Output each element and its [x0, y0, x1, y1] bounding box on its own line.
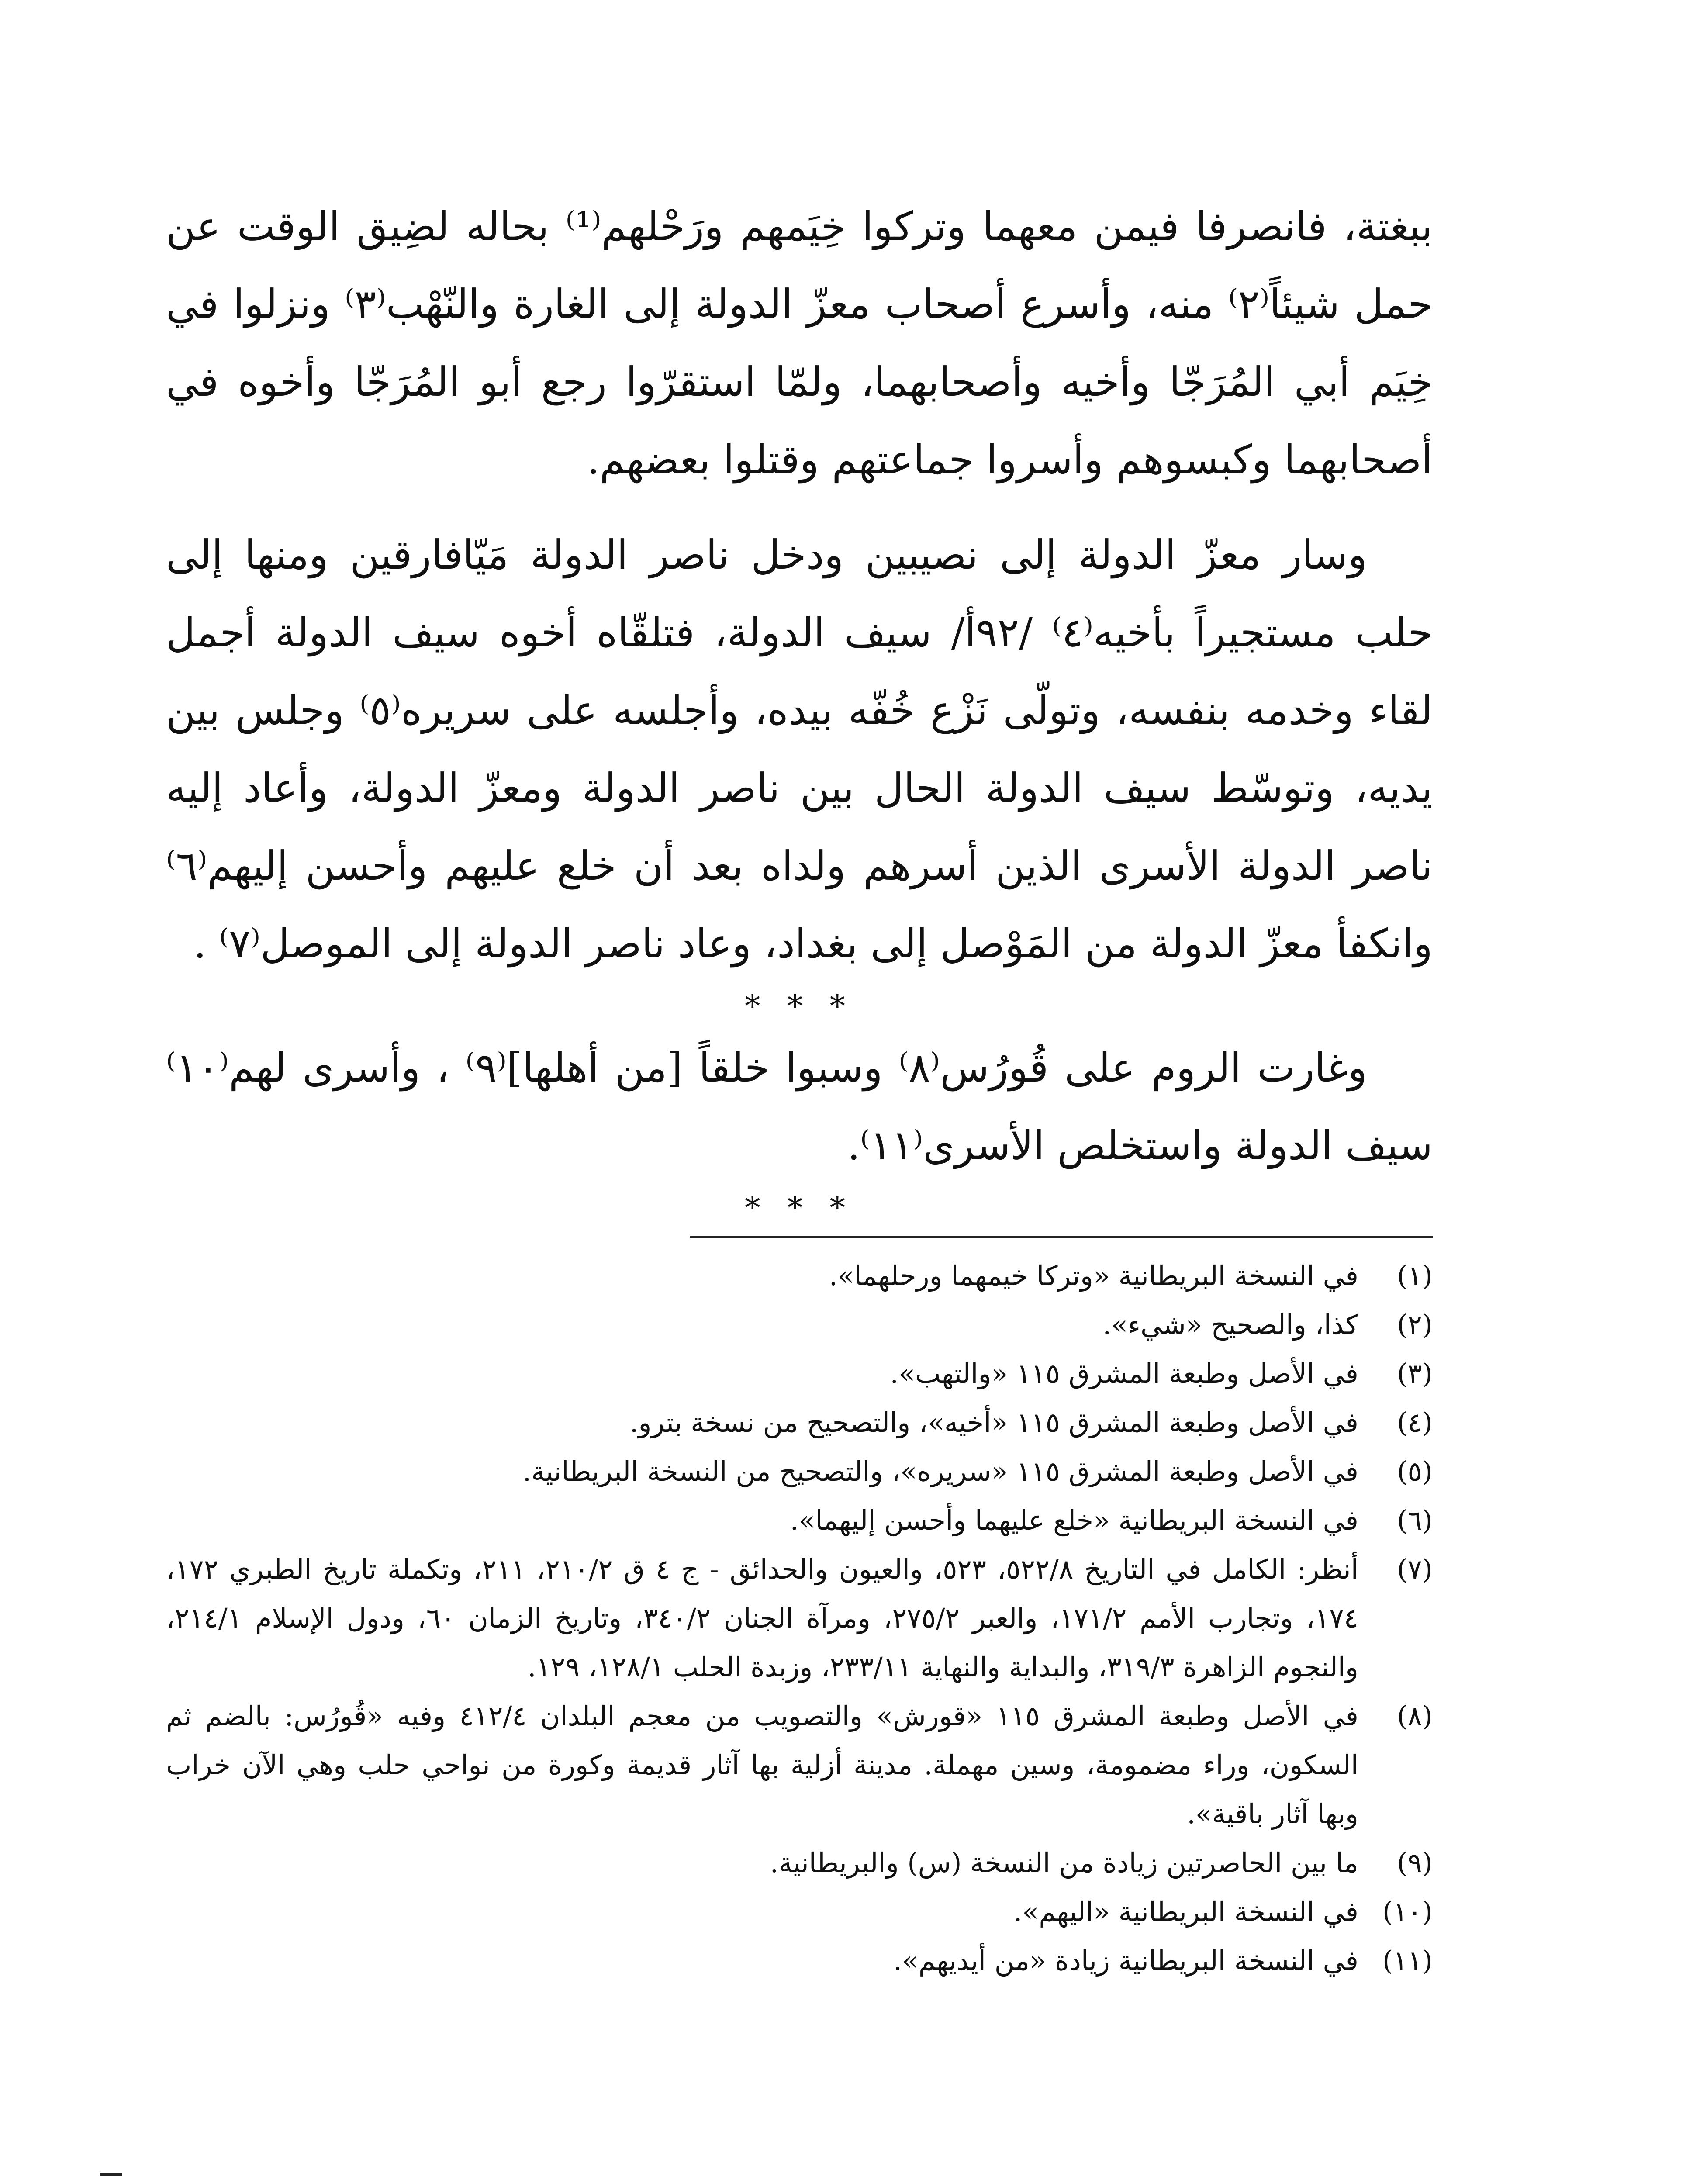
- footnote-number: (١١): [1382, 1945, 1433, 1977]
- footnote-text: في الأصل وطبعة المشرق ١١٥ «والتهب».: [890, 1358, 1358, 1389]
- footnote-number: (٩): [1397, 1847, 1433, 1879]
- footnote-text: في الأصل وطبعة المشرق ١١٥ «أخيه»، والتصحيح من نسخة بترو.: [629, 1406, 1358, 1438]
- footnote-5: [166, 1447, 1433, 1496]
- section-separator-2: * * *: [745, 1190, 854, 1226]
- footnote-text: في النسخة البريطانية «وتركا خيمهما ورحلهما».: [829, 1260, 1358, 1292]
- footnote-number: (١٠): [1382, 1896, 1433, 1928]
- footnote-number: (١): [1397, 1260, 1433, 1292]
- footnote-number: (٢): [1397, 1309, 1433, 1341]
- footnote-4: [166, 1398, 1433, 1447]
- footnote-10: [166, 1887, 1433, 1936]
- footnote-8: [166, 1692, 1433, 1838]
- footnote-text: في النسخة البريطانية زيادة «من أيديهم».: [893, 1945, 1358, 1977]
- margin-mark: [100, 2173, 122, 2184]
- footnote-6: [166, 1496, 1433, 1545]
- footnotes: [166, 1251, 1433, 1985]
- section-separator-1: * * *: [745, 988, 854, 1024]
- footnote-text: في الأصل وطبعة المشرق ١١٥ «قورش» والتصويب من معجم البلدان ٤١٢/٤ وفيه «قُورُس: بالضم ثم السكون، وراء مضمومة، وسين مهملة. مدينة أزلية بها آثار قديمة وكورة من نواحي حلب وهي الآن خراب وبها آثار باقية».: [166, 1700, 1358, 1830]
- footnote-number: (٥): [1397, 1455, 1433, 1487]
- footnote-text: ما بين الحاصرتين زيادة من النسخة (س) والبريطانية.: [770, 1847, 1358, 1879]
- paragraph-3: وغارت الروم على قُورُس⁽٨⁾ وسبوا خلقاً [من أهلها]⁽٩⁾ ، وأسرى لهم⁽١٠⁾ سيف الدولة واستخلص الأسرى⁽١١⁾.: [166, 1044, 1433, 1169]
- footnote-text: في النسخة البريطانية «اليهم».: [1013, 1896, 1358, 1928]
- footnote-7: [166, 1545, 1433, 1692]
- footnote-3: [166, 1349, 1433, 1398]
- page-body: [166, 188, 1433, 1985]
- footnote-2: [166, 1300, 1433, 1349]
- footnote-number: (٨): [1397, 1700, 1433, 1732]
- footnote-number: (٦): [1397, 1504, 1433, 1536]
- footnote-text: في الأصل وطبعة المشرق ١١٥ «سريره»، والتصحيح من النسخة البريطانية.: [522, 1455, 1358, 1487]
- footnote-text: في النسخة البريطانية «خلع عليهما وأحسن إليهما».: [790, 1504, 1358, 1536]
- footnote-number: (٣): [1397, 1358, 1433, 1389]
- footnote-text: كذا، والصحيح «شيء».: [1102, 1309, 1358, 1341]
- footnote-text: أنظر: الكامل في التاريخ ٥٢٢/٨، ٥٢٣، والعيون والحدائق - ج ٤ ق ٢١٠/٢، ٢١١، وتكملة تاريخ الطبري ١٧٢، ١٧٤، وتجارب الأمم ١٧١/٢، والعبر ٢٧٥/٢، ومرآة الجنان ٣٤٠/٢، وتاريخ الزمان ٦٠، ودول الإسلام ٢١٤/١، والنجوم الزاهرة ٣١٩/٣، والبداية والنهاية ٢٣٣/١١، وزبدة الحلب ١٢٨/١، ١٢٩.: [166, 1553, 1358, 1683]
- footnote-rule: [690, 1236, 1433, 1238]
- paragraph-1: ببغتة، فانصرفا فيمن معهما وتركوا خِيَمهم ورَحْلهم⁽¹⁾ بحاله لضِيق الوقت عن حمل شيئاً⁽٢⁾ منه، وأسرع أصحاب معزّ الدولة إلى الغارة والنّهْب⁽٣⁾ ونزلوا في خِيَم أبي المُرَجّا وأخيه وأصحابهما، ولمّا استقرّوا رجع أبو المُرَجّا وأخوه في أصحابهما وكبسوهم وأسروا جماعتهم وقتلوا بعضهم.: [166, 203, 1433, 483]
- footnote-number: (٧): [1397, 1553, 1433, 1585]
- footnote-number: (٤): [1397, 1406, 1433, 1438]
- footnote-9: [166, 1838, 1433, 1887]
- footnote-11: [166, 1936, 1433, 1985]
- footnote-1: [166, 1251, 1433, 1300]
- paragraph-2: وسار معزّ الدولة إلى نصيبين ودخل ناصر الدولة مَيّافارقين ومنها إلى حلب مستجيراً بأخيه⁽٤⁾ /٩٢أ/ سيف الدولة، فتلقّاه أخوه سيف الدولة أجمل لقاء وخدمه بنفسه، وتولّى نَزْع خُفّه بيده، وأجلسه على سريره⁽٥⁾ وجلس بين يديه، وتوسّط سيف الدولة الحال بين ناصر الدولة ومعزّ الدولة، وأعاد إليه ناصر الدولة الأسرى الذين أسرهم ولداه بعد أن خلع عليهم وأحسن إليهم⁽٦⁾ وانكفأ معزّ الدولة من المَوْصل إلى بغداد، وعاد ناصر الدولة إلى الموصل⁽٧⁾ .: [166, 532, 1433, 967]
